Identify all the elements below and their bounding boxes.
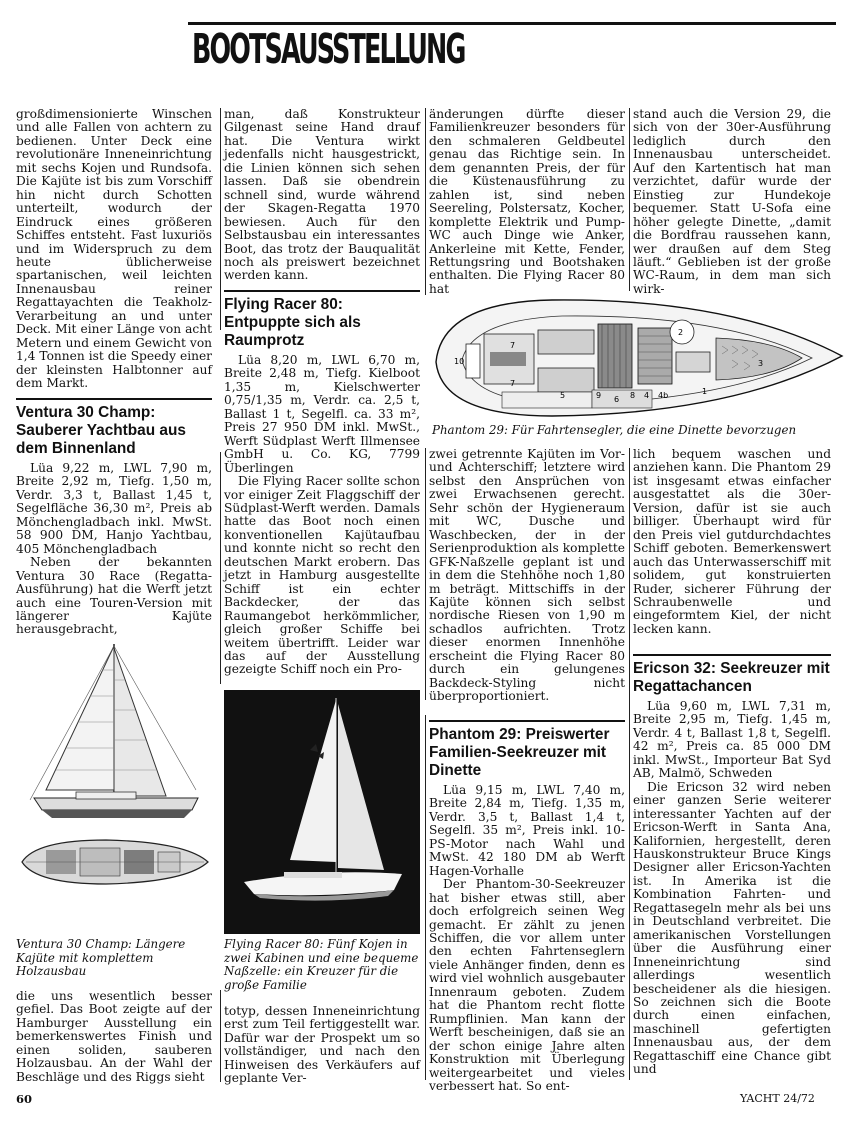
figure-caption: Ventura 30 Champ: Längere Kajüte mit komplettem Holzausbau [16, 937, 186, 978]
body-paragraph: Die Ericson 32 wird neben einer ganzen Serie weiterer interessanter Yachten auf der Ericson-Werft in Santa Ana, Kalifornien, hergestellt, deren Hauskonstrukteur Bruce Kings Designer aller Ericson-Yachten ist. In Amerika ist die Kombination Fahrten- und Regattasegeln mehr als bei uns in Deutschland verbreitet. Die amerikanischen Vorstellungen über die Ausführung einer Inneneinrichtung sind allerdings wesentlich bescheidener als die hiesigen. So zeichnen sich die Boote durch einen einfachen, maschinell gefertigten Innenausbau aus, der dem Regattaschiff eine Chance gibt und [633, 779, 831, 1077]
column-rule [220, 108, 221, 330]
column-3-phantom [429, 720, 625, 1093]
column-2-top [224, 108, 420, 283]
column-rule [425, 448, 426, 700]
layout-label: 5 [560, 391, 566, 400]
body-paragraph: änderungen dürfte dieser Familienkreuzer besonders für den schmaleren Geldbeutel genau das Richtige sein. In dem genannten Preis, der für die Küstenausführung zu zahlen ist, sind neben Seereling, Polstersatz, Kocher, komplette Elektrik und Pump-WC auch Dinge wie Anker, Ankerleine mit Kette, Fender, Rettungsring und Bootshaken enthalten. Die Flying Racer 80 hat [429, 107, 625, 296]
spec-paragraph: Lüa 9,22 m, LWL 7,90 m, Breite 2,92 m, Tiefg. 1,50 m, Verdr. 3,3 t, Ballast 1,45 t, Segelfläche 36,30 m², Preis ab Mönchengladbach inkl. MwSt. 58 900 DM, Hanjo Yachtbau, 405 Mönchengladbach [16, 461, 212, 556]
body-paragraph: Neben der bekannten Ventura 30 Race (Regatta-Ausführung) hat die Werft jetzt auch eine Touren-Version mit längerer Kajüte herausgebracht, [16, 555, 212, 637]
sailboat-photo [224, 690, 420, 934]
flying-racer-caption-block [224, 938, 420, 992]
flying-racer-photo [224, 690, 420, 934]
article-heading: Flying Racer 80: Entpuppte sich als Raumprotz [224, 290, 420, 350]
section-header [188, 22, 836, 73]
article-heading: Phantom 29: Preiswerter Familien-Seekreuzer mit Dinette [429, 720, 625, 780]
spec-paragraph: Lüa 8,20 m, LWL 6,70 m, Breite 2,48 m, Tiefg. Kielboot 1,35 m, Kielschwerter 0,75/1,35 m, Verdr. ca. 2,5 t, Ballast 1 t, Segelfl. ca. 33 m², Preis 27 950 DM inkl. MwSt., Werft Südplast Werft Illmensee GmbH u. Co. KG, 7799 Überlingen [224, 353, 420, 475]
ventura-deck-plan [16, 836, 212, 888]
column-3-top [429, 108, 625, 296]
body-paragraph: zwei getrennte Kajüten im Vor- und Achterschiff; letztere wird selbst den Ansprüchen von zwei Erwachsenen gerecht. Sehr schön der Hygieneraum mit WC, Dusche und Waschbecken, der in der Serienproduktion als komplette GFK-Naßzelle geplant ist und in dem die Stehhöhe noch 1,80 m beträgt. Mittschiffs in der Kajüte können sich selbst nordische Riesen von 1,90 m schadlos aufrichten. Trotz dieser enormen Innenhöhe erscheint die Flying Racer 80 durch ein gelungenes Backdeck-Styling nicht überproportioniert. [429, 447, 625, 704]
column-rule [220, 452, 221, 684]
layout-label: 7 [510, 341, 516, 350]
body-paragraph: Die Flying Racer sollte schon vor einiger Zeit Flaggschiff der Südplast-Werft werden. Damals hatte das Boot noch einen konventionellen Kajütaufbau und konnte nicht so recht den deutschen Markt erobern. Das jetzt in Hamburg ausgestellte Schiff ist ein echter Backdecker, der das Raumangebot herkömmlicher, gleich großer Schiffe bei weitem übertrifft. Leider war das auf der Ausstellung gezeigte Schiff noch ein Pro- [224, 474, 420, 677]
layout-label: 3 [758, 359, 764, 368]
deck-plan-drawing [16, 836, 212, 888]
spec-paragraph: Lüa 9,15 m, LWL 7,40 m, Breite 2,84 m, Tiefg. 1,35 m, Verdr. 3,5 t, Ballast 1,4 t, Segelfl. 35 m², Preis inkl. 10-PS-Motor nach Wahl und MwSt. 42 180 DM ab Werft Hagen-Vorhalle [429, 783, 625, 878]
column-rule [220, 990, 221, 1082]
layout-label: 10 [454, 357, 465, 366]
column-1-bottom [16, 990, 212, 1084]
sail-plan-drawing [16, 640, 212, 828]
issue-label: YACHT 24/72 [740, 1092, 815, 1105]
body-paragraph: man, daß Konstrukteur Gilgenast seine Hand drauf hat. Die Ventura wirkt jedenfalls nicht hausgestrickt, die Linien können sich sehen lassen. Daß sie obendrein schnell sind, wurde während der Skagen-Regatta 1970 bewiesen. Auch für den Selbstausbau ein interessantes Boot, das trotz der Bauqualität noch als preiswert bezeichnet werden kann. [224, 107, 420, 283]
layout-label: 1 [702, 387, 708, 396]
phantom-deck-plan [432, 294, 844, 420]
figure-caption: Phantom 29: Für Fahrtensegler, die eine Dinette bevorzugen [432, 423, 797, 437]
layout-label: 7 [510, 379, 516, 388]
spec-paragraph: Lüa 9,60 m, LWL 7,31 m, Breite 2,95 m, Tiefg. 1,45 m, Verdr. 4 t, Ballast 1,8 t, Segelfl. 42 m², Preis ca. 85 000 DM inkl. MwSt., Importeur Bat Syd AB, Malmö, Schweden [633, 699, 831, 781]
column-1-ventura [16, 398, 212, 637]
body-paragraph: die uns wesentlich besser gefiel. Das Boot zeigte auf der Hamburger Ausstellung ein bemerkenswertes Finish und einen soliden, sauberen Holzausbau. An der Wahl der Beschläge und des Riggs sieht [16, 989, 212, 1084]
column-4-top [633, 108, 831, 296]
layout-label: 9 [596, 391, 602, 400]
phantom-layout-drawing [432, 294, 844, 420]
layout-label: 4b [658, 391, 669, 400]
column-rule [425, 715, 426, 1080]
column-2-flying-racer [224, 290, 420, 677]
body-paragraph: stand auch die Version 29, die sich von der 30er-Ausführung lediglich durch den Innenausbau unterscheidet. Auf den Kartentisch hat man verzichtet, dafür wurde der Einstieg zur Hundekoje bequemer. Statt U-Sofa eine höher gelegte Dinette, „damit die Bordfrau raussehen kann, wer draußen auf dem Steg läuft.“ Geblieben ist der große WC-Raum, in dem man sich wirk- [633, 107, 831, 296]
body-paragraph: Der Phantom-30-Seekreuzer hat bisher etwas still, aber doch erfolgreich seinen Weg gemacht. Er zählt zu jenen Schiffen, die vor allem unter den echten Fahrtenseglern viele Anhänger finden, denn es wird viel wohnlich ausgebauter Innenraum geboten. Zudem hat die Phantom recht flotte Rumpflinien. Man kann der Werft bescheinigen, daß sie an der schon einige Jahre alten Konstruktion mit Überlegung weitergearbeitet und vieles verbessert hat. So ent- [429, 877, 625, 1093]
layout-label: 2 [678, 328, 684, 337]
article-heading: Ericson 32: Seekreuzer mit Regattachancen [633, 654, 831, 696]
column-4-ericson [633, 654, 831, 1077]
column-3-middle [429, 448, 625, 704]
column-rule [425, 108, 426, 295]
layout-label: 8 [630, 391, 636, 400]
column-4-middle [633, 448, 831, 636]
ventura-sail-plan [16, 640, 212, 828]
figure-caption: Flying Racer 80: Fünf Kojen in zwei Kabinen und eine bequeme Naßzelle: ein Kreuzer für die große Familie [224, 937, 419, 992]
article-heading: Ventura 30 Champ: Sauberer Yachtbau aus dem Binnenland [16, 398, 212, 458]
section-title: BOOTSAUSSTELLUNG [192, 25, 465, 73]
page-number: 60 [16, 1092, 33, 1106]
column-rule [629, 448, 630, 1080]
layout-label: 4 [644, 391, 650, 400]
column-rule [629, 108, 630, 291]
body-paragraph: lich bequem waschen und anziehen kann. Die Phantom 29 ist insgesamt etwas einfacher ausgestattet als die 30er-Version, dafür ist sie auch billiger. Überhaupt wird für den Preis viel gutdurchdachtes Schiff geboten. Bemerkenswert auch das Unterwasserschiff mit solidem, gut konstruierten Ruder, sicherer Führung der Schraubenwelle und eingeformtem Kiel, der nicht lecken kann. [633, 447, 831, 636]
body-paragraph: großdimensionierte Winschen und alle Fallen von achtern zu bedienen. Unter Deck eine revolutionäre Inneneinrichtung mit sechs Kojen und Rundsofa. Die Kajüte ist bis zum Vorschiff hin nicht durch Schotten unterteilt, wodurch der Eindruck eines größeren Schiffes entsteht. Fast luxuriös und im Widerspruch zu dem heute üblicherweise spartanischen, weil leichten Innenausbau reiner Regattayachten die Teakholz-Verarbeitung an und unter Deck. Mit einer Länge von acht Metern und einem Gewicht von 1,4 Tonnen ist die Speedy einer der kleinsten Halbtonner auf dem Markt. [16, 107, 212, 391]
column-1-top [16, 108, 212, 391]
body-paragraph: totyp, dessen Inneneinrichtung erst zum Teil fertiggestellt war. Dafür war der Prospekt um so vollständiger, und nach den Hinweisen des Verkäufers auf geplante Ver- [224, 1004, 420, 1086]
layout-label: 6 [614, 395, 620, 404]
ventura-caption-block [16, 938, 212, 979]
phantom-caption-block [432, 424, 844, 438]
column-2-bottom [224, 1005, 420, 1086]
